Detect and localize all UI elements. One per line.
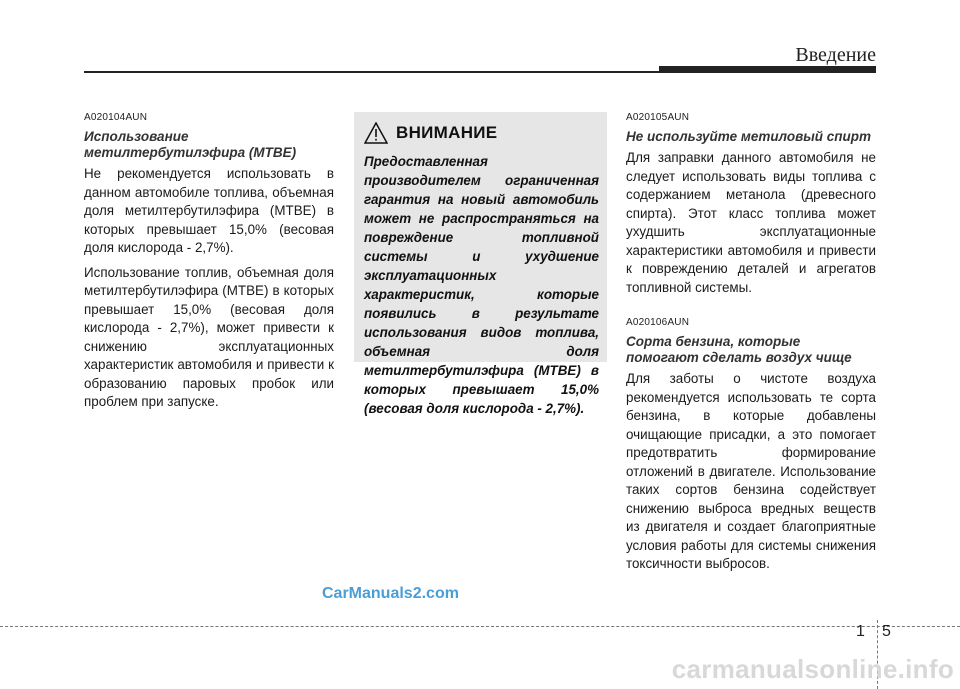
page-header-title: Введение [795, 44, 876, 66]
warning-text: Предоставленная производителем ограниченная гарантия на новый автомобиль может не распространяться на повреждение топливной системы и ухудшение эксплуатационных характеристик, которые появились в результате использования видов топлива, объемная доля метилтербутилэфира (MTBE) в которых превышает 15,0% (весовая доля кислорода - 2,7%). [364, 154, 599, 416]
paragraph: Не рекомендуется использовать в данном автомобиле топлива, объемная доля метилтербутилэфира (MTBE) в которых превышает 15,0% (весовая доля кислорода - 2,7%). [84, 166, 334, 255]
paragraph: Использование топлив, объемная доля метилтербутилэфира (MTBE) в которых превышает 15,0% (весовая доля кислорода - 2,7%), может привести к снижению эксплуатационных характеристик автомобиля и привести к образованию паровых пробок или проблем при запуске. [84, 264, 334, 409]
paragraph: Для заботы о чистоте воздуха рекомендуется использовать те сорта бензина, в которые добавлены очищающие присадки, а это помогает предотвратить формирование отложений в двигателе. Использование таких сортов бензина содействует снижению выброса вредных веществ из двигателя и создает благоприятные условия работы для системы снижения токсичности выбросов. [626, 371, 876, 571]
section-code: A020106AUN [626, 317, 690, 328]
left-column [84, 112, 334, 418]
watermark-carmanualsonline[interactable]: carmanualsonline.info [671, 654, 954, 684]
page-number: 5 [882, 623, 891, 640]
right-column [626, 112, 876, 580]
warning-title: ВНИМАНИЕ [396, 123, 498, 142]
warning-box [354, 112, 607, 416]
section-code: A020104AUN [84, 112, 148, 123]
paragraph: Для заправки данного автомобиля не следует использовать виды топлива с содержанием метанола (древесного спирта). Этот класс топлива может ухудшить эксплуатационные характеристики автомобиля и привести к повреждению деталей и агрегатов топливной системы. [626, 150, 876, 295]
section-heading: Не используйте метиловый спирт [626, 129, 872, 144]
section-heading: Использование метилтербутилэфира (MTBE) [84, 129, 297, 160]
header-rule-accent [659, 66, 876, 73]
warning-triangle-icon [364, 122, 388, 144]
section-heading: Сорта бензина, которые помогают сделать воздух чище [626, 334, 852, 365]
watermark-carmanuals2[interactable]: CarManuals2.com [322, 585, 459, 602]
chapter-number: 1 [856, 623, 865, 640]
footer-divider [0, 626, 960, 627]
warning-header [364, 122, 599, 144]
section-code: A020105AUN [626, 112, 690, 123]
